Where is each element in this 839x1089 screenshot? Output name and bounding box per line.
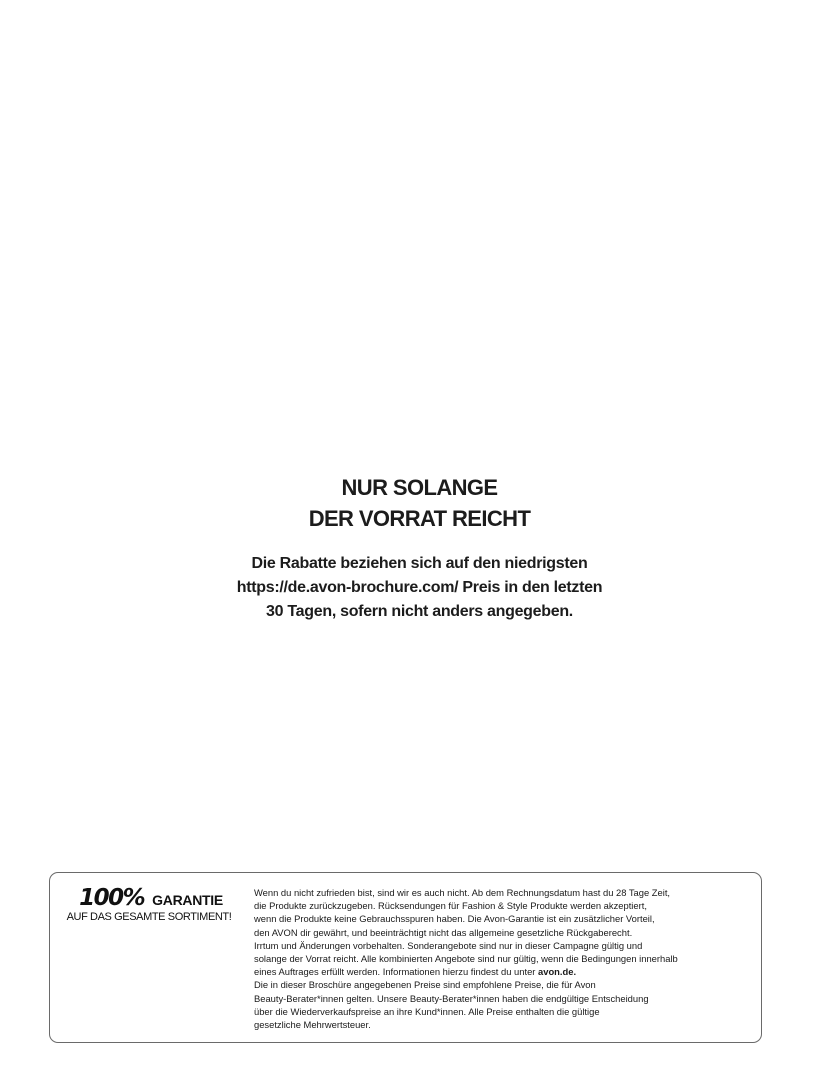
legal-line: wenn die Produkte keine Gebrauchsspuren haben. Die Avon-Garantie ist ein zusätzlicher Vorteil, bbox=[254, 913, 655, 925]
guarantee-box bbox=[49, 872, 762, 1043]
legal-line: gesetzliche Mehrwertsteuer. bbox=[254, 1019, 371, 1031]
guarantee-subtitle: AUF DAS GESAMTE SORTIMENT! bbox=[66, 911, 232, 923]
legal-line: den AVON dir gewährt, und beeinträchtigt nicht das allgemeine gesetzliche Rückgaberecht. bbox=[254, 926, 633, 938]
guarantee-badge bbox=[56, 885, 242, 923]
legal-line: solange der Vorrat reicht. Alle kombinierten Angebote sind nur gültig, wenn die Bedingungen innerhalb bbox=[254, 953, 678, 965]
legal-line: Wenn du nicht zufrieden bist, sind wir es auch nicht. Ab dem Rechnungsdatum hast du 28 Tage Zeit, bbox=[254, 887, 671, 898]
legal-line: die Produkte zurückzugeben. Rücksendungen für Fashion & Style Produkte werden akzeptiert, bbox=[254, 900, 647, 912]
headline-line-2: DER VORRAT REICHT bbox=[308, 506, 531, 531]
discount-note-line-1: Die Rabatte beziehen sich auf den niedrigsten bbox=[251, 555, 588, 572]
discount-note bbox=[0, 552, 839, 624]
discount-note-line-2: https://de.avon-brochure.com/ Preis in den letzten bbox=[236, 579, 603, 596]
legal-line: über die Wiederverkaufspreise an ihre Kund*innen. Alle Preise enthalten die gültige bbox=[254, 1005, 600, 1017]
legal-text bbox=[254, 886, 759, 1031]
avon-link[interactable]: avon.de. bbox=[538, 966, 577, 978]
guarantee-percent: 100% bbox=[79, 885, 145, 911]
legal-line: eines Auftrages erfüllt werden. Informationen hierzu findest du unter bbox=[254, 966, 536, 978]
guarantee-word: GARANTIE bbox=[152, 892, 223, 908]
legal-line: Irrtum und Änderungen vorbehalten. Sonderangebote sind nur in dieser Campagne gültig und bbox=[254, 939, 643, 951]
legal-line: Beauty-Berater*innen gelten. Unsere Beauty-Berater*innen haben die endgültige Entscheidung bbox=[254, 992, 649, 1004]
legal-line: Die in dieser Broschüre angegebenen Preise sind empfohlene Preise, die für Avon bbox=[254, 979, 596, 991]
headline-line-1: NUR SOLANGE bbox=[341, 475, 498, 500]
legal-line-with-link bbox=[254, 965, 759, 978]
discount-note-line-3: 30 Tagen, sofern nicht anders angegeben. bbox=[266, 603, 573, 620]
headline bbox=[0, 472, 839, 534]
